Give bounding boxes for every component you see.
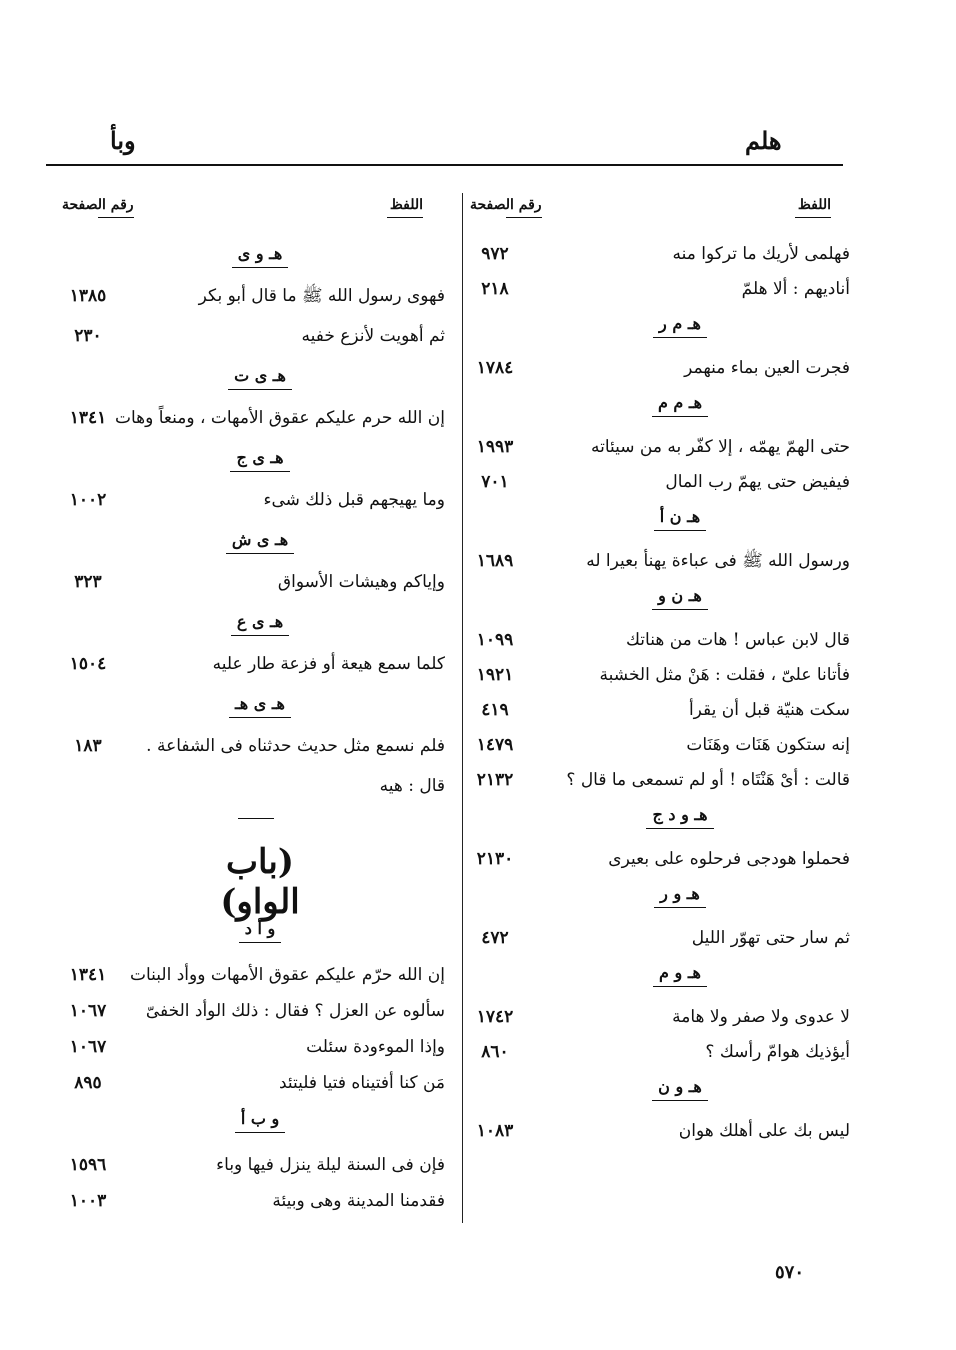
- page-reference: ١٠٠٣: [69, 1191, 107, 1211]
- index-entry: لا عدوى ولا صفر ولا هامة: [672, 1007, 850, 1027]
- index-entry: ثم سار حتى تهوّر الليل: [691, 928, 850, 948]
- page-reference: ١٣٤١: [69, 965, 107, 985]
- index-entry: سألوه عن العزل ؟ فقال : ذلك الوأد الخفىّ: [145, 1001, 445, 1021]
- root-heading: [560, 1070, 800, 1104]
- root-heading: [140, 912, 380, 946]
- page-reference: ١٧٨٤: [476, 358, 514, 378]
- page-reference: ١٤٧٩: [476, 735, 514, 755]
- index-entry: فحملوا هودجى فرحلوه على بعيرى: [608, 849, 850, 869]
- page-reference: ١٩٩٣: [476, 437, 514, 457]
- root-heading-text: هـ و ن: [652, 1074, 708, 1101]
- page-reference: ٢٣٠: [74, 326, 102, 346]
- root-heading: [140, 359, 380, 393]
- index-entry: أناديهم : ألا هلمّ: [741, 279, 850, 299]
- root-heading: [560, 956, 800, 990]
- root-heading: [140, 523, 380, 557]
- index-entry: كلما سمع هيعة أو فزعة طار عليه: [212, 654, 445, 674]
- index-entry: ورسول الله ﷺ فى عباءة يهنأ بعيرا له: [586, 551, 850, 571]
- index-entry: ليس بك على أهلك هوان: [678, 1121, 850, 1141]
- root-heading-text: و ب أ: [235, 1106, 285, 1133]
- root-heading: [560, 500, 800, 534]
- index-entry: وما يهيجهم قبل ذلك شىء: [263, 490, 445, 510]
- page-reference: ١٠٦٧: [69, 1037, 107, 1057]
- index-entry: إن الله حرم عليكم عقوق الأمهات ، ومنعاً وهات: [114, 408, 445, 428]
- index-entry: قال لابن عباس ! هات من هناتك: [625, 630, 850, 650]
- root-heading: [560, 307, 800, 341]
- index-entry: فأتانا علىّ ، فقلت : هَنْ مثل الخشبة: [599, 665, 850, 685]
- root-heading-text: هـ و ر: [654, 881, 706, 908]
- page-reference: ١٦٨٩: [476, 551, 514, 571]
- root-heading: [560, 579, 800, 613]
- index-entry: إن الله حرّم عليكم عقوق الأمهات ووأد البنات: [129, 965, 445, 985]
- page-reference: ١٥٠٤: [69, 654, 107, 674]
- chapter-title: (باب الواو): [220, 842, 300, 922]
- page-reference: ٨٦٠: [481, 1042, 509, 1062]
- index-entry: وإذا الموءودة سئلت: [306, 1037, 445, 1057]
- page-reference: ٢١٣٠: [476, 849, 514, 869]
- root-heading: [140, 441, 380, 475]
- index-entry: قالت : أىْ هَنْتَاه ! أو لم تسمعى ما قال ؟: [566, 770, 850, 790]
- root-heading-text: هـ ى ج: [230, 445, 289, 472]
- root-heading-text: و أ د: [239, 916, 281, 943]
- page-reference: [58, 769, 118, 803]
- page-reference: ١٨٣: [74, 736, 102, 756]
- index-entry: قال : هيه: [379, 776, 445, 796]
- page-reference: ٨٩٥: [74, 1073, 102, 1093]
- page-reference: ٢١٣٢: [476, 770, 514, 790]
- page-reference: ٣٢٣: [74, 572, 102, 592]
- index-entry: أيؤذيك هوامّ رأسك ؟: [705, 1042, 850, 1062]
- index-entry: ثم أهويت لأنزع خفيه: [301, 326, 445, 346]
- page-reference: ١٠٠٢: [69, 490, 107, 510]
- root-heading: [560, 386, 800, 420]
- running-head-right: هلم: [745, 126, 782, 155]
- right-page-label: رقم الصفحة: [470, 197, 542, 218]
- root-heading: [560, 877, 800, 911]
- root-heading: [140, 687, 380, 721]
- index-entry: فيفيض حتى يهمّ رب المال: [665, 472, 850, 492]
- page-reference: ١٠٨٣: [476, 1121, 514, 1141]
- right-word-label: اللفظ: [795, 197, 831, 218]
- page-reference: ٤١٩: [481, 700, 509, 720]
- page-reference: ١٧٤٢: [476, 1007, 514, 1027]
- page-reference: ١٩٢١: [476, 665, 514, 685]
- index-entry: مَن كنا أفتيناه فتيا فليتئد: [278, 1073, 445, 1093]
- root-heading-text: هـ م ر: [653, 311, 707, 338]
- root-heading-text: هـ و د ج: [646, 802, 713, 829]
- index-entry: إنه ستكون هَنَات وهَنَات: [686, 735, 850, 755]
- index-entry: حتى الهمّ يهمّه ، إلا كفّر به من سيئاته: [590, 437, 850, 457]
- page-reference: ١٠٦٧: [69, 1001, 107, 1021]
- page-reference: ٩٧٢: [481, 244, 509, 264]
- index-entry: سكت هنيّة قبل أن يقرأ: [688, 700, 850, 720]
- page-reference: ١٣٤١: [69, 408, 107, 428]
- root-heading: [140, 605, 380, 639]
- page-reference: ١٠٩٩: [476, 630, 514, 650]
- index-entry: فقدمنا المدينة وهى وبيئة: [272, 1191, 445, 1211]
- left-page-label: رقم الصفحة: [62, 197, 134, 218]
- root-heading-text: هـ ى ش: [226, 527, 294, 554]
- index-entry: فهلمى لأريك ما تركوا منه: [672, 244, 850, 264]
- header-rule: [46, 164, 843, 166]
- index-entry: فجرت العين بماء منهمر: [684, 358, 850, 378]
- section-rule: [238, 818, 274, 819]
- index-entry: فهوى رسول الله ﷺ ما قال أبو بكر: [198, 286, 445, 306]
- left-word-label: اللفظ: [387, 197, 423, 218]
- root-heading-text: هـ م م: [652, 390, 708, 417]
- running-head-left: وبأ: [110, 126, 136, 155]
- page-reference: ٧٠١: [481, 472, 509, 492]
- page-reference: ١٣٨٥: [69, 286, 107, 306]
- index-entry: فلم نسمع مثل حديث حدثناه فى الشفاعة .: [146, 736, 445, 756]
- root-heading-text: هـ ن و: [652, 583, 708, 610]
- column-divider: [462, 193, 463, 1223]
- root-heading-text: هـ و ى: [232, 241, 289, 268]
- root-heading-text: هـ ى ع: [231, 609, 289, 636]
- page-reference: ٤٧٢: [481, 928, 509, 948]
- root-heading-text: هـ ى هـ: [229, 691, 291, 718]
- index-entry: وإياكم وهيشات الأسواق: [277, 572, 445, 592]
- root-heading: [560, 798, 800, 832]
- root-heading: [140, 237, 380, 271]
- page-reference: ١٥٩٦: [69, 1155, 107, 1175]
- page-number: ٥٧٠: [775, 1262, 805, 1283]
- page-reference: ٢١٨: [481, 279, 509, 299]
- root-heading-text: هـ و م: [653, 960, 707, 987]
- index-entry: فإن فى السنة ليلة ينزل فيها وباء: [216, 1155, 445, 1175]
- root-heading-text: هـ ن أ: [654, 504, 706, 531]
- root-heading-text: هـ ى ت: [228, 363, 292, 390]
- root-heading: [140, 1102, 380, 1136]
